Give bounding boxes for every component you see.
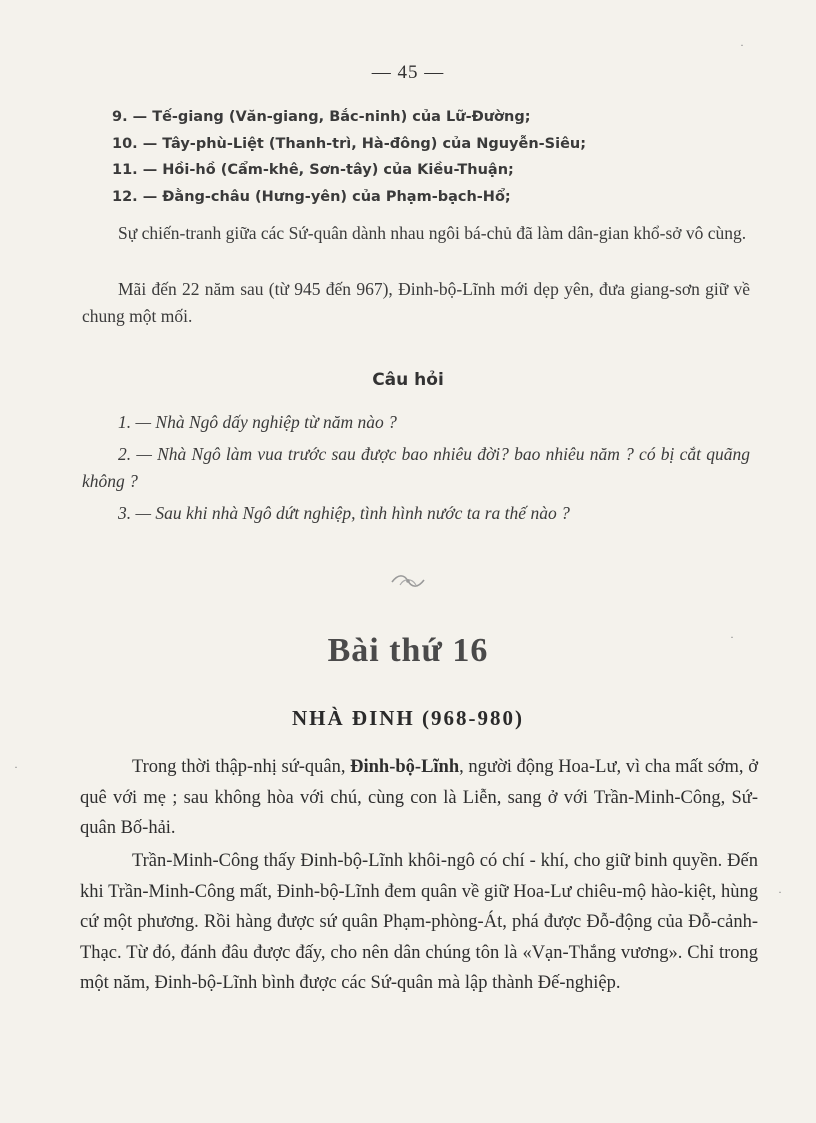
speck: · xyxy=(730,630,734,644)
body-paragraph-2 xyxy=(80,846,758,999)
list-item: 11. — Hồi-hồ (Cẩm-khê, Sơn-tây) của Kiều-Thuận; xyxy=(112,162,514,178)
question-item: 2. — Nhà Ngô làm vua trước sau được bao nhiêu đời? bao nhiêu năm ? có bị cắt quãng không ? xyxy=(82,444,750,491)
speck: · xyxy=(740,38,744,52)
speck: · xyxy=(778,885,782,899)
question-item: 3. — Sau khi nhà Ngô dứt nghiệp, tình hình nước ta ra thế nào ? xyxy=(118,503,570,523)
lesson-title: Bài thứ 16 xyxy=(327,632,489,669)
questions-heading: Câu hỏi xyxy=(372,370,444,390)
highlighted-name: Đinh-bộ-Lĩnh xyxy=(350,757,460,777)
list-item: 9. — Tế-giang (Văn-giang, Bắc-ninh) của Lữ-Đường; xyxy=(112,109,531,125)
paragraph-war: Sự chiến-tranh giữa các Sứ-quân dành nhau ngôi bá-chủ đã làm dân-gian khổ-sở vô cùng. xyxy=(118,223,747,243)
list-item: 10. — Tây-phù-Liệt (Thanh-trì, Hà-đông) của Nguyễn-Siêu; xyxy=(112,135,587,152)
body-text: Trần-Minh-Công thấy Đinh-bộ-Lĩnh khôi-ngô có chí - khí, cho giữ binh quyền. Đến khi Trần-Minh-Công mất, Đinh-bộ-Lĩnh đem quân về giữ Hoa-Lư chiêu-mộ hào-kiệt, hùng cứ một phương. Rồi hàng được sứ quân Phạm-phòng-Át, phá được Đỗ-động của Đỗ-cảnh-Thạc. Từ đó, đánh đâu được đấy, cho nên dân chúng tôn là «Vạn-Thắng vương». Chỉ trong một năm, Đinh-bộ-Lĩnh bình được các Sứ-quân mà lập thành Đế-nghiệp. xyxy=(80,851,758,993)
dynasty-title: NHÀ ĐINH (968-980) xyxy=(292,706,524,730)
sub-lords-list xyxy=(112,104,762,210)
speck: · xyxy=(14,760,18,774)
page-number: — 45 — xyxy=(371,62,445,83)
list-item: 12. — Đằng-châu (Hưng-yên) của Phạm-bạch-Hổ; xyxy=(112,188,511,205)
body-paragraph-1 xyxy=(80,752,758,844)
ornament-icon xyxy=(388,570,428,592)
body-text: Trong thời thập-nhị sứ-quân, xyxy=(132,757,351,777)
paragraph-unification: Mãi đến 22 năm sau (từ 945 đến 967), Đinh-bộ-Lĩnh mới dẹp yên, đưa giang-sơn giữ về chung một mối. xyxy=(82,279,750,326)
body-text: , người động Hoa-Lư, vì cha mất sớm, ở quê với mẹ ; sau không hòa với chú, cùng con là Liễn, sang ở với Trần-Minh-Công, Sứ-quân Bố-hải. xyxy=(80,757,759,838)
question-item: 1. — Nhà Ngô dấy nghiệp từ năm nào ? xyxy=(118,412,397,432)
